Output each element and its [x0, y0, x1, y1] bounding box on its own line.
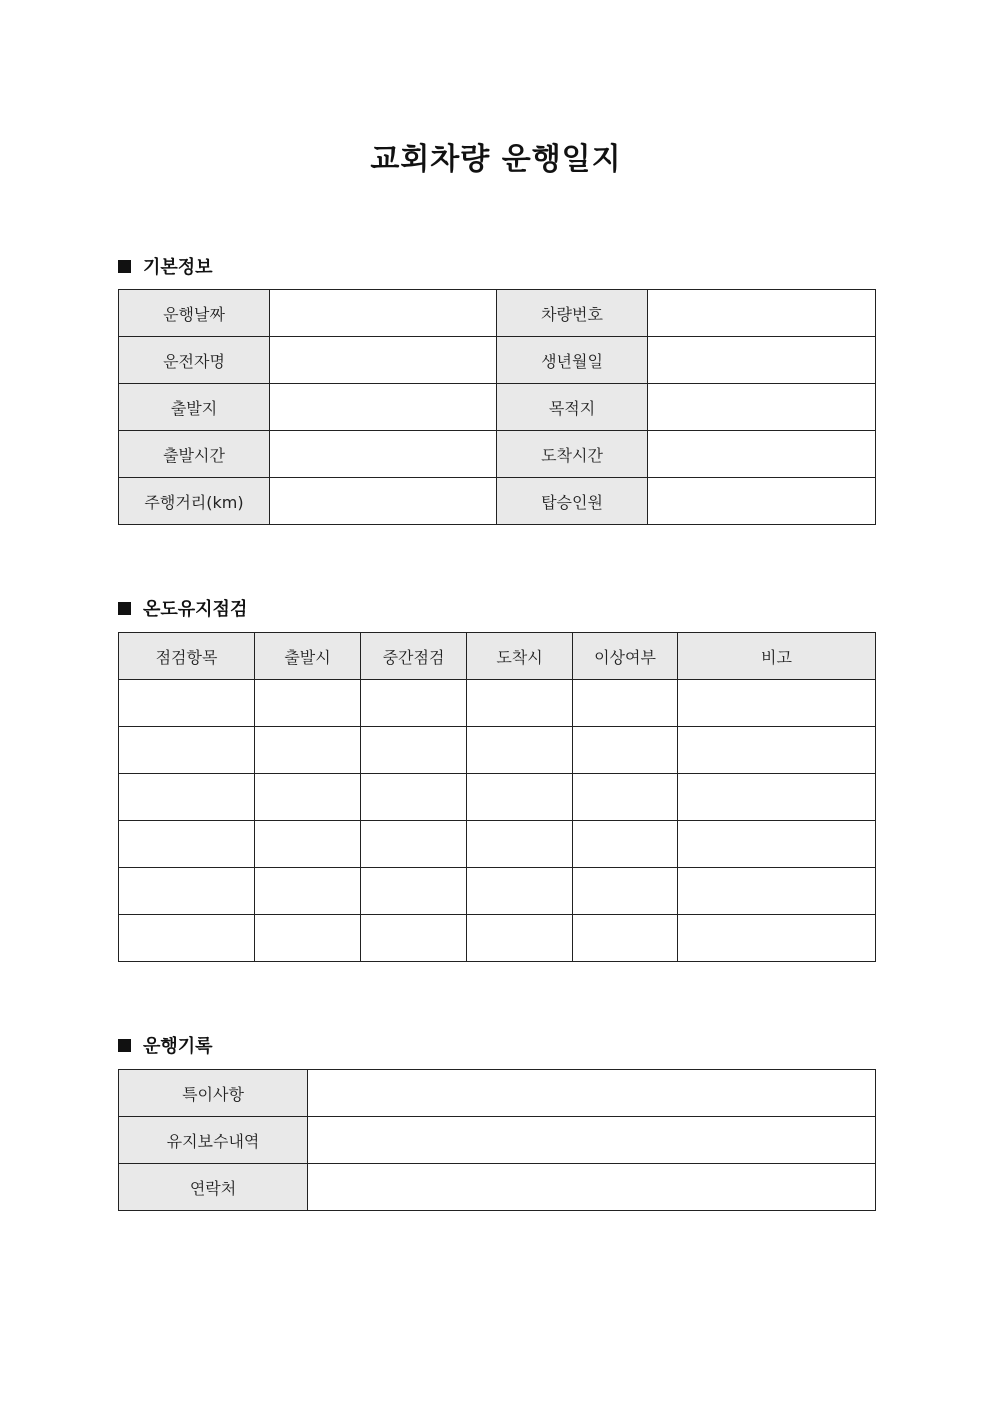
table-row — [119, 478, 876, 525]
table-cell[interactable] — [255, 727, 361, 774]
table-cell[interactable] — [119, 774, 255, 821]
destination-field[interactable] — [648, 384, 876, 431]
table-row — [119, 1117, 876, 1164]
section-temperature-check-label: 온도유지점검 — [143, 599, 248, 620]
table-cell[interactable] — [467, 915, 573, 962]
label-destination: 목적지 — [497, 384, 648, 431]
bullet-square-icon — [118, 260, 131, 273]
table-cell[interactable] — [119, 727, 255, 774]
table-cell[interactable] — [255, 774, 361, 821]
table-row — [119, 868, 876, 915]
table-cell[interactable] — [467, 680, 573, 727]
table-cell[interactable] — [119, 868, 255, 915]
header-check-item: 점검항목 — [119, 633, 255, 680]
table-cell[interactable] — [678, 868, 876, 915]
label-birth-date: 생년월일 — [497, 337, 648, 384]
maintenance-history-field[interactable] — [308, 1117, 876, 1164]
temperature-check-table — [118, 632, 876, 962]
table-cell[interactable] — [678, 680, 876, 727]
table-cell[interactable] — [361, 727, 467, 774]
table-cell[interactable] — [255, 680, 361, 727]
header-abnormality: 이상여부 — [573, 633, 678, 680]
label-departure-time: 출발시간 — [119, 431, 270, 478]
section-drive-record-label: 운행기록 — [143, 1036, 213, 1057]
table-cell[interactable] — [573, 727, 678, 774]
label-vehicle-number: 차량번호 — [497, 290, 648, 337]
table-cell[interactable] — [255, 821, 361, 868]
table-cell[interactable] — [255, 915, 361, 962]
bullet-square-icon — [118, 602, 131, 615]
birth-date-field[interactable] — [648, 337, 876, 384]
table-cell[interactable] — [573, 868, 678, 915]
table-cell[interactable] — [678, 727, 876, 774]
label-maintenance-history: 유지보수내역 — [119, 1117, 308, 1164]
table-cell[interactable] — [573, 774, 678, 821]
passengers-field[interactable] — [648, 478, 876, 525]
section-drive-record — [118, 1032, 213, 1058]
label-departure: 출발지 — [119, 384, 270, 431]
table-row — [119, 1070, 876, 1117]
table-row — [119, 384, 876, 431]
table-cell[interactable] — [573, 680, 678, 727]
section-basic-info-label: 기본정보 — [143, 257, 213, 278]
special-notes-field[interactable] — [308, 1070, 876, 1117]
departure-time-field[interactable] — [270, 431, 497, 478]
table-cell[interactable] — [119, 915, 255, 962]
label-special-notes: 특이사항 — [119, 1070, 308, 1117]
table-cell[interactable] — [467, 868, 573, 915]
table-cell[interactable] — [573, 821, 678, 868]
table-cell[interactable] — [467, 821, 573, 868]
table-cell[interactable] — [255, 868, 361, 915]
table-cell[interactable] — [119, 680, 255, 727]
label-driver-name: 운전자명 — [119, 337, 270, 384]
bullet-square-icon — [118, 1039, 131, 1052]
section-basic-info — [118, 253, 213, 279]
header-midway-check: 중간점검 — [361, 633, 467, 680]
table-row — [119, 337, 876, 384]
table-row — [119, 915, 876, 962]
table-cell[interactable] — [361, 915, 467, 962]
departure-field[interactable] — [270, 384, 497, 431]
label-drive-date: 운행날짜 — [119, 290, 270, 337]
vehicle-number-field[interactable] — [648, 290, 876, 337]
section-temperature-check — [118, 595, 247, 621]
table-cell[interactable] — [119, 821, 255, 868]
table-cell[interactable] — [678, 774, 876, 821]
table-cell[interactable] — [361, 868, 467, 915]
table-row — [119, 821, 876, 868]
table-row — [119, 431, 876, 478]
table-cell[interactable] — [361, 774, 467, 821]
table-row — [119, 1164, 876, 1211]
basic-info-table — [118, 289, 876, 525]
label-arrival-time: 도착시간 — [497, 431, 648, 478]
table-row — [119, 290, 876, 337]
contact-field[interactable] — [308, 1164, 876, 1211]
drive-date-field[interactable] — [270, 290, 497, 337]
document-title: 교회차량 운행일지 — [370, 142, 622, 177]
header-remarks: 비고 — [678, 633, 876, 680]
table-row — [119, 774, 876, 821]
driver-name-field[interactable] — [270, 337, 497, 384]
table-cell[interactable] — [361, 680, 467, 727]
table-cell[interactable] — [678, 821, 876, 868]
label-distance: 주행거리(km) — [119, 478, 270, 525]
table-row — [119, 727, 876, 774]
table-cell[interactable] — [467, 727, 573, 774]
table-header-row — [119, 633, 876, 680]
label-contact: 연락처 — [119, 1164, 308, 1211]
arrival-time-field[interactable] — [648, 431, 876, 478]
table-cell[interactable] — [361, 821, 467, 868]
header-at-arrival: 도착시 — [467, 633, 573, 680]
label-passengers: 탑승인원 — [497, 478, 648, 525]
table-row — [119, 680, 876, 727]
drive-record-table — [118, 1069, 876, 1211]
table-cell[interactable] — [678, 915, 876, 962]
table-cell[interactable] — [573, 915, 678, 962]
header-at-departure: 출발시 — [255, 633, 361, 680]
table-cell[interactable] — [467, 774, 573, 821]
distance-field[interactable] — [270, 478, 497, 525]
